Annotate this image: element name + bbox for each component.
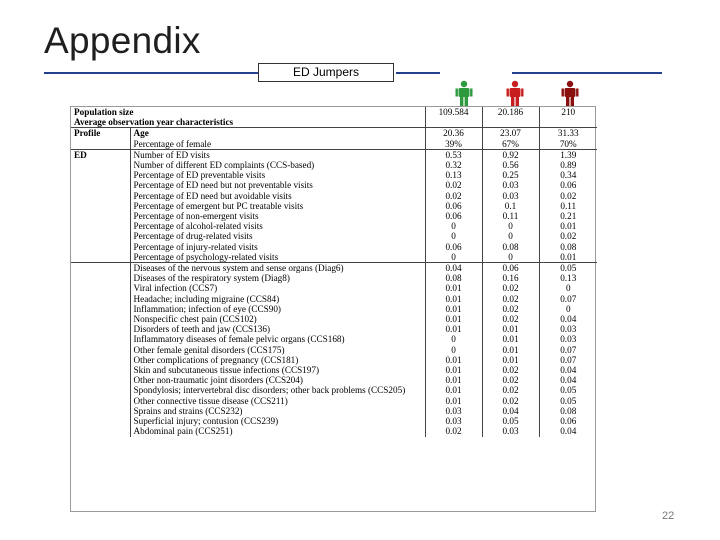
value-cell: 0.01 bbox=[425, 314, 482, 324]
row-label: Other connective tissue disease (CCS211) bbox=[130, 396, 425, 406]
title-underline-mid bbox=[396, 72, 440, 74]
value-cell: 0.01 bbox=[425, 375, 482, 385]
value-cell: 0.21 bbox=[539, 211, 597, 221]
header-row bbox=[71, 107, 597, 117]
value-cell: 0.01 bbox=[425, 365, 482, 375]
value-cell: 0.03 bbox=[425, 406, 482, 416]
value-cell: 0.06 bbox=[482, 263, 539, 274]
profile-cell bbox=[71, 273, 130, 283]
page-number: 22 bbox=[662, 510, 675, 522]
value-cell: 0 bbox=[539, 283, 597, 293]
person-green-icon bbox=[455, 80, 473, 106]
profile-cell bbox=[71, 211, 130, 221]
table-row bbox=[71, 294, 597, 304]
row-label: Inflammatory diseases of female pelvic organs (CCS168) bbox=[130, 334, 425, 344]
value-cell: 0.01 bbox=[539, 252, 597, 263]
profile-cell bbox=[71, 221, 130, 231]
value-cell: 0.04 bbox=[539, 314, 597, 324]
value-cell: 1.39 bbox=[539, 149, 597, 160]
value-cell: 0.05 bbox=[482, 416, 539, 426]
profile-cell bbox=[71, 231, 130, 241]
row-label: Spondylosis; intervertebral disc disorders; other back problems (CCS205) bbox=[130, 385, 425, 395]
value-cell: 0 bbox=[482, 231, 539, 241]
table-row bbox=[71, 128, 597, 139]
value-cell: 0.06 bbox=[425, 211, 482, 221]
profile-cell bbox=[71, 345, 130, 355]
person-red-icon bbox=[506, 80, 524, 106]
person-darkred-icon bbox=[561, 80, 579, 106]
row-label: Nonspecific chest pain (CCS102) bbox=[130, 314, 425, 324]
value-cell: 0.01 bbox=[425, 283, 482, 293]
table-row bbox=[71, 170, 597, 180]
value-cell: 0 bbox=[425, 334, 482, 344]
row-label: Viral infection (CCS7) bbox=[130, 283, 425, 293]
value-cell: 0.03 bbox=[425, 416, 482, 426]
value-cell: 0.04 bbox=[425, 263, 482, 274]
value-cell: 0.89 bbox=[539, 160, 597, 170]
value-cell: 39% bbox=[425, 139, 482, 150]
value-cell: 0.05 bbox=[539, 396, 597, 406]
profile-cell bbox=[71, 416, 130, 426]
table-body bbox=[71, 107, 597, 437]
row-label: Percentage of psychology-related visits bbox=[130, 252, 425, 263]
row-label: Inflammation; infection of eye (CCS90) bbox=[130, 304, 425, 314]
value-cell: 0.02 bbox=[539, 191, 597, 201]
value-cell: 0.34 bbox=[539, 170, 597, 180]
value-cell: 0.04 bbox=[539, 426, 597, 436]
value-cell: 20.36 bbox=[425, 128, 482, 139]
profile-cell bbox=[71, 406, 130, 416]
row-label: Percentage of ED need but not preventable visits bbox=[130, 180, 425, 190]
value-cell: 0.02 bbox=[425, 180, 482, 190]
value-cell: 0.02 bbox=[482, 294, 539, 304]
table-row bbox=[71, 263, 597, 274]
table-row bbox=[71, 191, 597, 201]
value-cell: 0.01 bbox=[425, 294, 482, 304]
table-row bbox=[71, 242, 597, 252]
profile-cell bbox=[71, 263, 130, 274]
value-cell: 0.02 bbox=[482, 375, 539, 385]
profile-cell bbox=[71, 201, 130, 211]
value-cell: 0 bbox=[425, 345, 482, 355]
row-label: Percentage of female bbox=[130, 139, 425, 150]
table-row bbox=[71, 221, 597, 231]
value-cell: 0.04 bbox=[539, 365, 597, 375]
value-cell: 0.06 bbox=[425, 201, 482, 211]
value-cell: 0.03 bbox=[482, 426, 539, 436]
value-cell: 0.32 bbox=[425, 160, 482, 170]
value-cell: 0.08 bbox=[425, 273, 482, 283]
profile-cell bbox=[71, 242, 130, 252]
header-label: Average observation year characteristics bbox=[74, 117, 234, 128]
value-cell: 0.01 bbox=[425, 385, 482, 395]
profile-cell bbox=[71, 375, 130, 385]
profile-cell bbox=[71, 324, 130, 334]
profile-cell bbox=[71, 304, 130, 314]
profile-cell bbox=[71, 139, 130, 150]
value-cell: 0.02 bbox=[539, 231, 597, 241]
profile-cell bbox=[71, 426, 130, 436]
table-row bbox=[71, 211, 597, 221]
table-row bbox=[71, 283, 597, 293]
value-cell: 0.02 bbox=[425, 191, 482, 201]
table-row bbox=[71, 304, 597, 314]
value-cell: 0.03 bbox=[482, 180, 539, 190]
profile-cell bbox=[71, 191, 130, 201]
profile-cell bbox=[71, 396, 130, 406]
value-cell: 0.03 bbox=[482, 191, 539, 201]
table-row bbox=[71, 426, 597, 436]
value-cell: 0.07 bbox=[539, 355, 597, 365]
row-label: Age bbox=[130, 128, 425, 139]
value-cell: 23.07 bbox=[482, 128, 539, 139]
title-underline-right bbox=[512, 72, 662, 74]
value-cell: 0.1 bbox=[482, 201, 539, 211]
value-cell: 0.06 bbox=[539, 180, 597, 190]
table-row bbox=[71, 385, 597, 395]
value-cell: 0.11 bbox=[482, 211, 539, 221]
table-row bbox=[71, 396, 597, 406]
profile-cell bbox=[71, 355, 130, 365]
profile-cell: ED bbox=[71, 149, 130, 160]
table-row bbox=[71, 139, 597, 150]
profile-cell bbox=[71, 160, 130, 170]
value-cell: 0.01 bbox=[425, 324, 482, 334]
profile-cell bbox=[71, 283, 130, 293]
table-row bbox=[71, 334, 597, 344]
row-label: Percentage of non-emergent visits bbox=[130, 211, 425, 221]
slide-title: Appendix bbox=[44, 20, 201, 61]
value-cell: 0.13 bbox=[425, 170, 482, 180]
row-label: Headache; including migraine (CCS84) bbox=[130, 294, 425, 304]
value-cell: 0.01 bbox=[482, 334, 539, 344]
profile-cell bbox=[71, 385, 130, 395]
profile-cell: Profile bbox=[71, 128, 130, 139]
header-row bbox=[71, 117, 597, 128]
value-cell: 0.02 bbox=[482, 283, 539, 293]
row-label: Number of ED visits bbox=[130, 149, 425, 160]
table-row bbox=[71, 416, 597, 426]
value-cell: 0.01 bbox=[539, 221, 597, 231]
value-cell: 0.53 bbox=[425, 149, 482, 160]
row-label: Percentage of alcohol-related visits bbox=[130, 221, 425, 231]
profile-cell bbox=[71, 294, 130, 304]
header-value: 210 bbox=[539, 107, 597, 117]
row-label: Skin and subcutaneous tissue infections (CCS197) bbox=[130, 365, 425, 375]
value-cell: 0.03 bbox=[539, 324, 597, 334]
value-cell: 0.06 bbox=[539, 416, 597, 426]
row-label: Percentage of ED need but avoidable visits bbox=[130, 191, 425, 201]
table-row bbox=[71, 273, 597, 283]
row-label: Percentage of injury-related visits bbox=[130, 242, 425, 252]
profile-cell bbox=[71, 252, 130, 263]
value-cell: 0 bbox=[425, 231, 482, 241]
table-row bbox=[71, 252, 597, 263]
row-label: Abdominal pain (CCS251) bbox=[130, 426, 425, 436]
table-row bbox=[71, 324, 597, 334]
jumpers-table bbox=[70, 106, 596, 512]
value-cell: 0.04 bbox=[482, 406, 539, 416]
profile-cell bbox=[71, 334, 130, 344]
header-value: 20.186 bbox=[482, 107, 539, 117]
value-cell: 0.01 bbox=[425, 396, 482, 406]
value-cell: 0.01 bbox=[482, 324, 539, 334]
header-value: 109.584 bbox=[425, 107, 482, 117]
row-label: Other non-traumatic joint disorders (CCS204) bbox=[130, 375, 425, 385]
value-cell: 0.08 bbox=[482, 242, 539, 252]
value-cell: 70% bbox=[539, 139, 597, 150]
row-label: Other complications of pregnancy (CCS181) bbox=[130, 355, 425, 365]
row-label: Percentage of ED preventable visits bbox=[130, 170, 425, 180]
value-cell: 0.07 bbox=[539, 345, 597, 355]
header-value bbox=[539, 117, 597, 128]
value-cell: 31.33 bbox=[539, 128, 597, 139]
value-cell: 0 bbox=[482, 221, 539, 231]
value-cell: 0.01 bbox=[482, 355, 539, 365]
header-value bbox=[425, 117, 482, 128]
table-row bbox=[71, 149, 597, 160]
row-label: Superficial injury; contusion (CCS239) bbox=[130, 416, 425, 426]
value-cell: 0.02 bbox=[425, 426, 482, 436]
value-cell: 0.11 bbox=[539, 201, 597, 211]
value-cell: 0.13 bbox=[539, 273, 597, 283]
value-cell: 0.05 bbox=[539, 385, 597, 395]
value-cell: 0 bbox=[539, 304, 597, 314]
value-cell: 0.04 bbox=[539, 375, 597, 385]
value-cell: 0.25 bbox=[482, 170, 539, 180]
value-cell: 0.02 bbox=[482, 365, 539, 375]
row-label: Number of different ED complaints (CCS-based) bbox=[130, 160, 425, 170]
value-cell: 0 bbox=[425, 221, 482, 231]
header-value bbox=[482, 117, 539, 128]
profile-cell bbox=[71, 314, 130, 324]
value-cell: 0 bbox=[482, 252, 539, 263]
value-cell: 67% bbox=[482, 139, 539, 150]
value-cell: 0.07 bbox=[539, 294, 597, 304]
value-cell: 0.02 bbox=[482, 314, 539, 324]
value-cell: 0.03 bbox=[539, 334, 597, 344]
value-cell: 0 bbox=[425, 252, 482, 263]
row-label: Percentage of emergent but PC treatable visits bbox=[130, 201, 425, 211]
row-label: Diseases of the nervous system and sense organs (Diag6) bbox=[130, 263, 425, 274]
value-cell: 0.92 bbox=[482, 149, 539, 160]
row-label: Percentage of drug-related visits bbox=[130, 231, 425, 241]
value-cell: 0.02 bbox=[482, 396, 539, 406]
value-cell: 0.02 bbox=[482, 385, 539, 395]
value-cell: 0.01 bbox=[425, 355, 482, 365]
row-label: Disorders of teeth and jaw (CCS136) bbox=[130, 324, 425, 334]
table-row bbox=[71, 406, 597, 416]
table-row bbox=[71, 160, 597, 170]
value-cell: 0.01 bbox=[425, 304, 482, 314]
table-row bbox=[71, 231, 597, 241]
profile-cell bbox=[71, 180, 130, 190]
header-label: Population size bbox=[74, 107, 134, 117]
value-cell: 0.05 bbox=[539, 263, 597, 274]
title-underline-left bbox=[44, 72, 258, 74]
value-cell: 0.02 bbox=[482, 304, 539, 314]
profile-cell bbox=[71, 170, 130, 180]
row-label: Sprains and strains (CCS232) bbox=[130, 406, 425, 416]
value-cell: 0.06 bbox=[425, 242, 482, 252]
table-row bbox=[71, 355, 597, 365]
value-cell: 0.56 bbox=[482, 160, 539, 170]
table-row bbox=[71, 201, 597, 211]
value-cell: 0.16 bbox=[482, 273, 539, 283]
value-cell: 0.01 bbox=[482, 345, 539, 355]
table-row bbox=[71, 180, 597, 190]
value-cell: 0.08 bbox=[539, 406, 597, 416]
table-row bbox=[71, 375, 597, 385]
subtitle-box: ED Jumpers bbox=[258, 63, 394, 82]
row-label: Other female genital disorders (CCS175) bbox=[130, 345, 425, 355]
table-row bbox=[71, 365, 597, 375]
profile-cell bbox=[71, 365, 130, 375]
table-row bbox=[71, 345, 597, 355]
table-row bbox=[71, 314, 597, 324]
value-cell: 0.08 bbox=[539, 242, 597, 252]
row-label: Diseases of the respiratory system (Diag8) bbox=[130, 273, 425, 283]
